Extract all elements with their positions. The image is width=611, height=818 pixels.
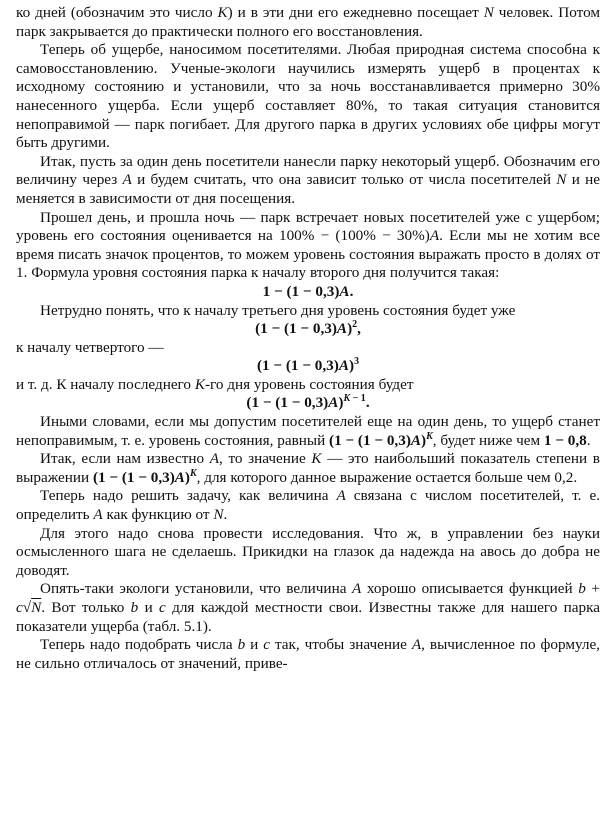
paragraph-10: Теперь надо решить задачу, как величина A связана с числом посетителей, т. е. определить A как функцию от N. xyxy=(16,487,600,524)
formula-3-exponent: 3 xyxy=(354,356,360,368)
paragraph-6: к началу четвертого — xyxy=(16,338,164,356)
document-page xyxy=(16,4,600,673)
paragraph-2: Теперь об ущербе, наносимом посетителями. Любая природная система способна к самовосстановлению. Ученые-экологи научились измерять ущерб в процентах к исходному состоянию и установили, что за ночь восстанавливается примерно 30% нанесенного ущерба. Если ущерб составляет 80%, то такая ситуация становится непоправимой — парк погибает. Для другого парка в других условиях обе цифры могут быть другими. xyxy=(16,41,600,152)
formula-2: $(1 - (1 - 0,3)A)^2$, xyxy=(255,319,361,338)
formula-1: 1 − (1 − 0,3)A. xyxy=(262,282,354,300)
paragraph-3: Итак, пусть за один день посетители нанесли парку некоторый ущерб. Обозначим его величину через A и будем считать, что она зависит только от числа посетителей N и не меняется в зависимости от дня посещения. xyxy=(16,152,601,207)
paragraph-1: ко дней (обозначим это число K) и в эти дни его ежедневно посещает N человек. Потом парк закрывается до практически полного его восстановления. xyxy=(16,4,601,40)
formula-3: $(1 - (1 - 0,3)A)^3$ xyxy=(256,356,360,375)
paragraph-8: Иными словами, если мы допустим посетителей еще на один день, то ущерб станет непоправимым, т. е. уровень состояния, равный $(1 - (1 - 0,3)A)^K$, будет ниже чем 1 − 0,8. xyxy=(16,413,600,449)
formula-4-exponent: K − 1 xyxy=(343,393,366,405)
formula-4: $(1 - (1 - 0,3)A)^{K - 1}$. xyxy=(246,393,370,412)
paragraph-13: Теперь надо подобрать числа b и c так, чтобы значение A, вычисленное по формуле, не сильно отличалось от значений, приве- xyxy=(16,636,600,672)
paragraph-5: Нетрудно понять, что к началу третьего дня уровень состояния будет уже xyxy=(40,301,516,319)
paragraph-12: Опять-таки экологи установили, что величина A хорошо описывается функцией b + c√N. Вот только b и c для каждой местности свои. Известны также для нашего парка показатели ущерба (табл. 5.1). xyxy=(16,580,600,635)
formula-2-exponent: 2 xyxy=(352,319,358,331)
paragraph-9: Итак, если нам известно A, то значение K — это наибольший показатель степени в выражении $(1 - (1 - 0,3)A)^K$, для которого данное выражение остается больше чем 0,2. xyxy=(16,450,600,486)
paragraph-7: и т. д. К началу последнего K-го дня уровень состояния будет xyxy=(16,375,414,393)
paragraph-11: Для этого надо снова провести исследования. Что ж, в управлении без науки осмысленного шага не сделаешь. Прикидки на глазок да надежда на авось до добра не доводят. xyxy=(16,524,600,579)
paragraph-4: Прошел день, и прошла ночь — парк встречает новых посетителей уже с ущербом; уровень его состояния оценивается на 100% − (100% − 30%)A. Если мы не хотим все время писать значок процентов, то можем уровень состояния выражать просто в долях от 1. Формула уровня состояния парка к началу второго дня получится такая: xyxy=(16,208,600,282)
